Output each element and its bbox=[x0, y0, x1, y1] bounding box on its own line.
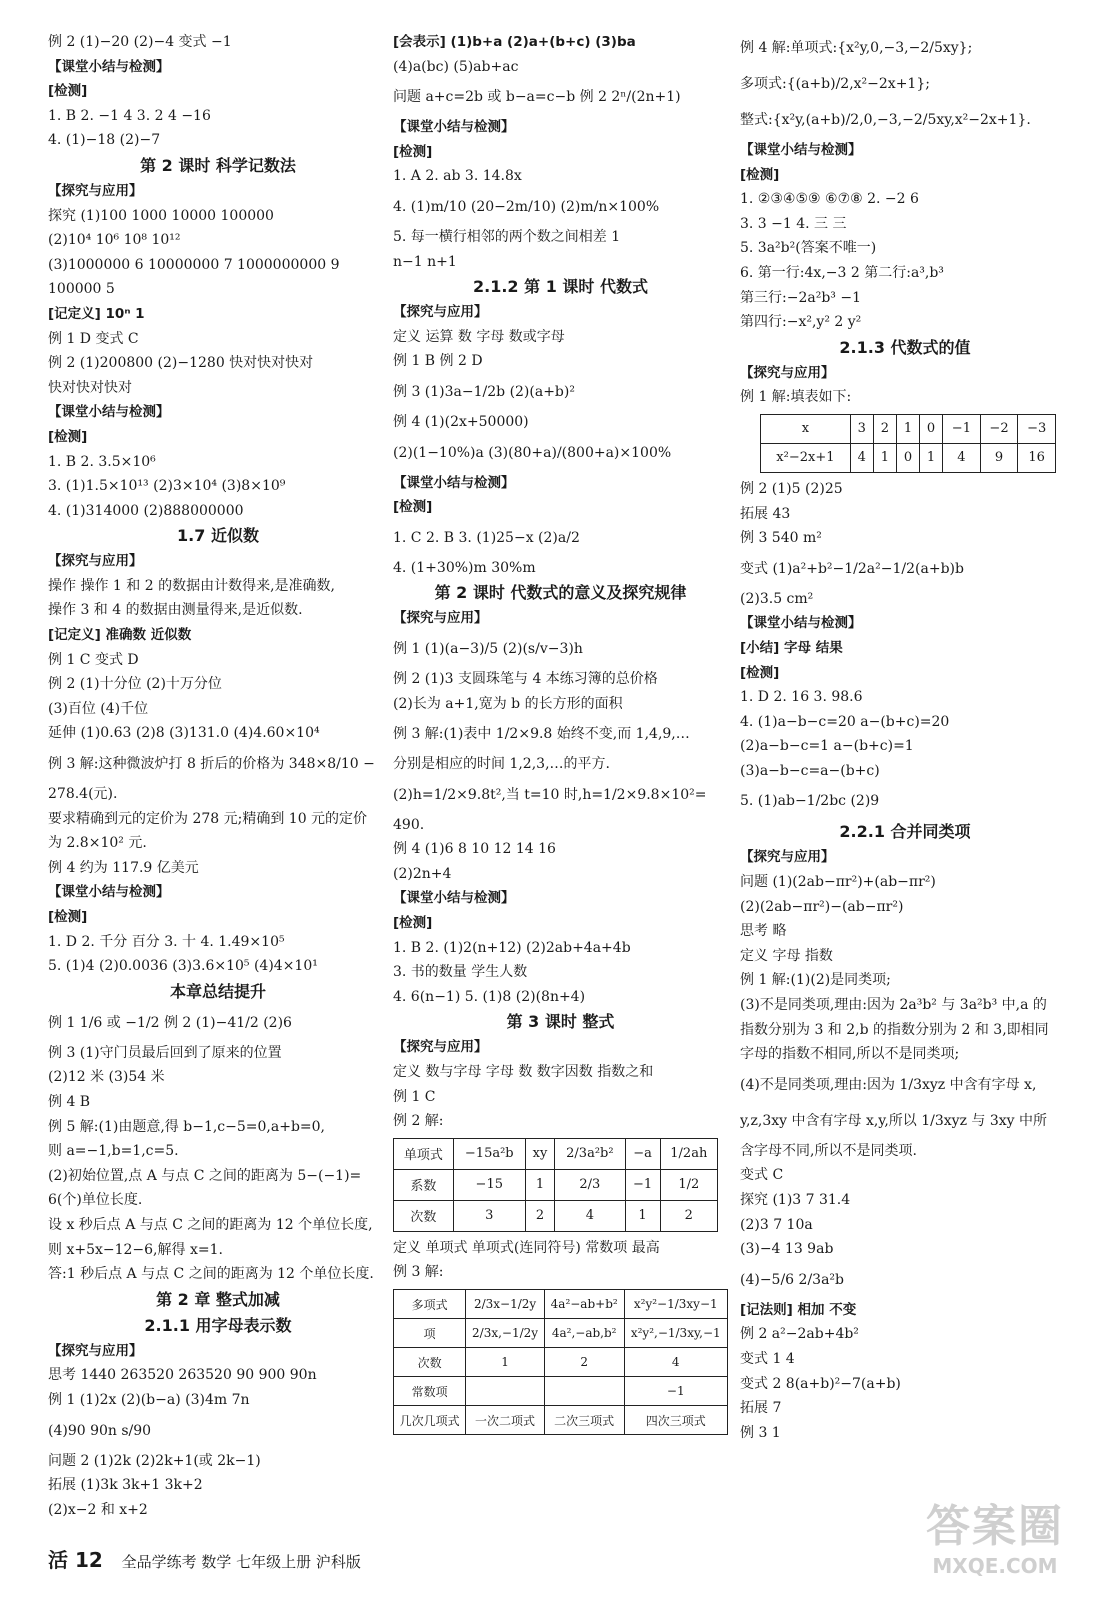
answer-line: 例 1 1/6 或 −1/2 例 2 (1)−41/2 (2)6 bbox=[48, 1014, 292, 1031]
answer-line: (3)−4 13 9ab bbox=[740, 1241, 834, 1258]
section-tag: [检测] bbox=[393, 499, 433, 516]
table-cell: −1 bbox=[943, 414, 981, 443]
answer-line: 例 1 (1)(a−3)/5 (2)(s/v−3)h bbox=[393, 640, 583, 657]
section-tag: [检测] bbox=[393, 143, 433, 160]
section-tag: 【探究与应用】 bbox=[393, 304, 488, 321]
table-row bbox=[394, 1290, 728, 1319]
answer-line: 思考 1440 263520 263520 90 900 90n bbox=[48, 1367, 317, 1384]
row-header-cell: 系数 bbox=[394, 1169, 454, 1200]
answer-line: 问题 2 (1)2k (2)2k+1(或 2k−1) bbox=[48, 1452, 261, 1469]
answer-line: (3)1000000 6 10000000 7 1000000000 9 bbox=[48, 256, 340, 273]
answer-line: 例 1 B 例 2 D bbox=[393, 353, 483, 370]
table-cell bbox=[544, 1377, 624, 1406]
answer-line: (2)x−2 和 x+2 bbox=[48, 1501, 148, 1518]
section-tag: 【探究与应用】 bbox=[740, 364, 835, 381]
answer-line: 操作 3 和 4 的数据由测量得来,是近似数. bbox=[48, 602, 303, 619]
answer-line: 延伸 (1)0.63 (2)8 (3)131.0 (4)4.60×10⁴ bbox=[48, 725, 320, 742]
answer-line: 例 3 (1)3a−1/2b (2)(a+b)² bbox=[393, 383, 575, 400]
answer-line: 5. (1)ab−1/2bc (2)9 bbox=[740, 793, 880, 810]
section-tag: 【探究与应用】 bbox=[393, 1039, 488, 1056]
table-cell: 4 bbox=[555, 1200, 625, 1231]
table-row bbox=[394, 1200, 718, 1231]
answer-line: 问题 a+c=2b 或 b−a=c−b 例 2 2ⁿ/(2n+1) bbox=[393, 89, 681, 106]
answer-line: 例 3 解:(1)表中 1/2×9.8 始终不变,而 1,4,9,… bbox=[393, 726, 690, 743]
table-cell: 0 bbox=[896, 443, 919, 472]
answer-line: (3)百位 (4)千位 bbox=[48, 700, 149, 717]
answer-line: 例 2 解: bbox=[393, 1113, 444, 1130]
answer-line: 5. 每一横行相邻的两个数之间相差 1 bbox=[393, 228, 621, 245]
table-cell: xy bbox=[525, 1138, 555, 1169]
column-3 bbox=[740, 30, 1070, 1445]
section-tag: [检测] bbox=[740, 664, 780, 681]
table-cell: 4 bbox=[850, 443, 873, 472]
answer-line: 例 2 (1)5 (2)25 bbox=[740, 480, 843, 497]
answer-line: 3. 3 −1 4. 三 三 bbox=[740, 215, 847, 232]
answer-line: (2)(1−10%)a (3)(80+a)/(800+a)×100% bbox=[393, 444, 672, 461]
table-cell: 四次三项式 bbox=[624, 1406, 728, 1435]
section-tag: 【课堂小结与检测】 bbox=[48, 884, 170, 901]
answer-line: 快对快对快对 bbox=[48, 379, 132, 396]
answer-line: 拓展 7 bbox=[740, 1400, 782, 1417]
answer-line: 3. (1)1.5×10¹³ (2)3×10⁴ (3)8×10⁹ bbox=[48, 478, 286, 495]
polynomial-table bbox=[393, 1289, 728, 1435]
column-2 bbox=[393, 30, 728, 1439]
answer-line: 例 2 (1)200800 (2)−1280 快对快对快对 bbox=[48, 355, 314, 372]
table-row bbox=[761, 414, 1056, 443]
table-cell: 1 bbox=[466, 1348, 545, 1377]
answer-line: 6. 第一行:4x,−3 2 第二行:a³,b³ bbox=[740, 264, 944, 281]
answer-line: 问题 (1)(2ab−πr²)+(ab−πr²) bbox=[740, 874, 936, 891]
answer-line: (2)h=1/2×9.8t²,当 t=10 时,h=1/2×9.8×10²= bbox=[393, 786, 707, 803]
answer-line: 1. C 2. B 3. (1)25−x (2)a/2 bbox=[393, 529, 580, 546]
answer-line: 例 1 解:(1)(2)是同类项; bbox=[740, 972, 891, 989]
table-cell: 3 bbox=[453, 1200, 525, 1231]
table-cell: 1 bbox=[525, 1169, 555, 1200]
table-cell: 1 bbox=[920, 443, 943, 472]
section-tag: [会表示] (1)b+a (2)a+(b+c) (3)ba bbox=[393, 34, 636, 50]
table-cell: 二次三项式 bbox=[544, 1406, 624, 1435]
answer-line: (4)90 90n s/90 bbox=[48, 1422, 152, 1439]
answer-line: 例 3 1 bbox=[740, 1424, 781, 1441]
answer-line: 思考 略 bbox=[740, 923, 787, 940]
table-cell bbox=[466, 1377, 545, 1406]
answer-line: 拓展 43 bbox=[740, 505, 791, 522]
table-cell: 2 bbox=[660, 1200, 717, 1231]
value-table bbox=[760, 414, 1056, 473]
answer-line: (4)a(bc) (5)ab+ac bbox=[393, 58, 519, 75]
answer-line: 例 4 (1)(2x+50000) bbox=[393, 413, 529, 430]
section-tag: [记定义] 10ⁿ 1 bbox=[48, 305, 145, 322]
answer-line: 要求精确到元的定价为 278 元;精确到 10 元的定价 bbox=[48, 810, 368, 827]
answer-line: 100000 5 bbox=[48, 281, 115, 298]
table-cell: 一次二项式 bbox=[466, 1406, 545, 1435]
section-heading: 2.1.2 第 1 课时 代数式 bbox=[473, 277, 648, 297]
table-cell: 1 bbox=[873, 443, 896, 472]
answer-line: 指数分别为 3 和 2,b 的指数分别为 2 和 3,即相同 bbox=[740, 1021, 1049, 1038]
answer-line: (2)a−b−c=1 a−(b+c)=1 bbox=[740, 738, 914, 755]
table-cell: 1 bbox=[625, 1200, 660, 1231]
section-tag: 【课堂小结与检测】 bbox=[393, 119, 515, 136]
table-row bbox=[394, 1138, 718, 1169]
row-header-cell: x²−2x+1 bbox=[761, 443, 851, 472]
section-tag: 【探究与应用】 bbox=[48, 182, 143, 199]
section-tag: [小结] 字母 结果 bbox=[740, 639, 843, 656]
answer-line: 例 1 D 变式 C bbox=[48, 330, 139, 347]
table-cell: 1 bbox=[896, 414, 919, 443]
section-tag: [检测] bbox=[740, 166, 780, 183]
table-cell: −1 bbox=[625, 1169, 660, 1200]
answer-line: (2)3 7 10a bbox=[740, 1216, 813, 1233]
table-cell: 0 bbox=[920, 414, 943, 443]
answer-line: 例 2 a²−2ab+4b² bbox=[740, 1326, 859, 1343]
watermark-big: 答案圈 bbox=[926, 1501, 1064, 1552]
answer-line: 为 2.8×10² 元. bbox=[48, 835, 147, 852]
table-cell: 4 bbox=[943, 443, 981, 472]
answer-line: 1. D 2. 16 3. 98.6 bbox=[740, 689, 863, 706]
section-tag: [检测] bbox=[48, 83, 88, 100]
section-heading: 第 2 章 整式加减 bbox=[156, 1289, 280, 1309]
section-tag: [检测] bbox=[48, 909, 88, 925]
answer-line: 5. 3a²b²(答案不唯一) bbox=[740, 240, 877, 257]
answer-line: (2)12 米 (3)54 米 bbox=[48, 1069, 165, 1086]
answer-line: 5. (1)4 (2)0.0036 (3)3.6×10⁵ (4)4×10¹ bbox=[48, 958, 318, 975]
table-cell: −1 bbox=[624, 1377, 728, 1406]
section-tag: 【课堂小结与检测】 bbox=[740, 142, 862, 158]
table-cell: −15a²b bbox=[453, 1138, 525, 1169]
answer-line: 字母的指数不相同,所以不是同类项; bbox=[740, 1046, 960, 1063]
row-header-cell: 次数 bbox=[394, 1200, 454, 1231]
section-heading: 本章总结提升 bbox=[169, 981, 266, 1001]
answer-line: 则 a=−1,b=1,c=5. bbox=[48, 1143, 179, 1160]
answer-line: 例 3 解:这种微波炉打 8 折后的价格为 348×8/10 − bbox=[48, 756, 375, 773]
answer-line: 探究 (1)3 7 31.4 bbox=[740, 1192, 851, 1208]
table-cell: 4 bbox=[624, 1348, 728, 1377]
answer-line: (2)长为 a+1,宽为 b 的长方形的面积 bbox=[393, 695, 623, 712]
answer-line: 1. A 2. ab 3. 14.8x bbox=[393, 168, 522, 185]
answer-line: 例 4 B bbox=[48, 1093, 91, 1110]
answer-line: 例 1 解:填表如下: bbox=[740, 389, 852, 406]
table-cell: 2/3x,−1/2y bbox=[466, 1319, 545, 1348]
answer-line: (4)不是同类项,理由:因为 1/3xyz 中含有字母 x, bbox=[740, 1076, 1037, 1093]
table-cell: −15 bbox=[453, 1169, 525, 1200]
answer-line: 则 x+5x−12−6,解得 x=1. bbox=[48, 1241, 223, 1258]
answer-line: 例 3 (1)守门员最后回到了原来的位置 bbox=[48, 1044, 282, 1061]
table-row bbox=[394, 1377, 728, 1406]
answer-line: 例 4 约为 117.9 亿美元 bbox=[48, 859, 199, 876]
table-row bbox=[394, 1348, 728, 1377]
table-cell: −a bbox=[625, 1138, 660, 1169]
answer-line: 1. D 2. 千分 百分 3. 十 4. 1.49×10⁵ bbox=[48, 933, 285, 950]
answer-line: 变式 C bbox=[740, 1167, 784, 1184]
answer-line: (2)3.5 cm² bbox=[740, 590, 814, 607]
section-tag: 【探究与应用】 bbox=[393, 610, 488, 627]
answer-line: 例 1 C bbox=[393, 1088, 436, 1105]
answer-line: 例 5 解:(1)由题意,得 b−1,c−5=0,a+b=0, bbox=[48, 1118, 325, 1135]
answer-line: 定义 数与字母 字母 数 数字因数 指数之和 bbox=[393, 1064, 654, 1081]
answer-line: 例 4 (1)6 8 10 12 14 16 bbox=[393, 841, 556, 858]
answer-line: 4. (1+30%)m 30%m bbox=[393, 559, 536, 576]
table-cell: 9 bbox=[980, 443, 1018, 472]
row-header-cell: 几次几项式 bbox=[394, 1406, 466, 1435]
table-cell: 2 bbox=[873, 414, 896, 443]
answer-line: 整式:{x²y,(a+b)/2,0,−3,−2/5xy,x²−2x+1}. bbox=[740, 112, 1031, 128]
answer-line: 例 1 (1)2x (2)(b−a) (3)4m 7n bbox=[48, 1391, 250, 1408]
section-heading: 第 2 课时 代数式的意义及探究规律 bbox=[434, 583, 687, 603]
table-cell: −3 bbox=[1018, 414, 1056, 443]
row-header-cell: x bbox=[761, 414, 851, 443]
answer-line: 1. B 2. 3.5×10⁶ bbox=[48, 453, 156, 470]
table-row bbox=[394, 1406, 728, 1435]
watermark-logo bbox=[900, 1490, 1090, 1590]
answer-line: 定义 字母 指数 bbox=[740, 947, 833, 964]
answer-line: 4. 6(n−1) 5. (1)8 (2)(8n+4) bbox=[393, 988, 586, 1005]
table-cell: 4a²,−ab,b² bbox=[544, 1319, 624, 1348]
table-row bbox=[761, 443, 1056, 472]
table-cell: 16 bbox=[1018, 443, 1056, 472]
section-tag: 【探究与应用】 bbox=[48, 553, 143, 570]
section-tag: 【课堂小结与检测】 bbox=[48, 404, 170, 421]
row-header-cell: 项 bbox=[394, 1319, 466, 1348]
row-header-cell: 次数 bbox=[394, 1348, 466, 1377]
section-tag: [检测] bbox=[393, 915, 433, 932]
answer-line: (4)−5/6 2/3a²b bbox=[740, 1271, 844, 1288]
answer-line: 例 4 解:单项式:{x²y,0,−3,−2/5xy}; bbox=[740, 40, 973, 56]
section-tag: 【课堂小结与检测】 bbox=[740, 615, 862, 632]
answer-line: 分别是相应的时间 1,2,3,…的平方. bbox=[393, 756, 610, 773]
answer-line: 4. (1)m/10 (20−2m/10) (2)m/n×100% bbox=[393, 198, 660, 215]
answer-line: 例 3 解: bbox=[393, 1264, 444, 1281]
answer-line: 变式 2 8(a+b)²−7(a+b) bbox=[740, 1375, 901, 1392]
answer-line: (2)10⁴ 10⁶ 10⁸ 10¹² bbox=[48, 232, 181, 249]
watermark-url: MXQE.COM bbox=[932, 1554, 1058, 1578]
footer-text: 全品学练考 数学 七年级上册 沪科版 bbox=[121, 1553, 361, 1571]
table-cell: x²y²,−1/3xy,−1 bbox=[624, 1319, 728, 1348]
answer-line: (2)2n+4 bbox=[393, 865, 452, 882]
answer-line: 4. (1)−18 (2)−7 bbox=[48, 132, 161, 149]
section-tag: 【课堂小结与检测】 bbox=[393, 890, 515, 907]
answer-line: 定义 运算 数 字母 数或字母 bbox=[393, 328, 565, 345]
section-tag: 【探究与应用】 bbox=[48, 1342, 143, 1359]
answer-line: 4. (1)a−b−c=20 a−(b+c)=20 bbox=[740, 713, 950, 730]
section-heading: 1.7 近似数 bbox=[177, 526, 259, 546]
table-cell: 4a²−ab+b² bbox=[544, 1290, 624, 1319]
column-1 bbox=[48, 30, 388, 1522]
answer-line: (2)初始位置,点 A 与点 C 之间的距离为 5−(−1)= bbox=[48, 1167, 362, 1184]
answer-line: 变式 1 4 bbox=[740, 1350, 795, 1367]
page-number: 活 12 bbox=[48, 1548, 103, 1572]
answer-line: 探究 (1)100 1000 10000 100000 bbox=[48, 207, 274, 224]
answer-line: 例 2 (1)−20 (2)−4 变式 −1 bbox=[48, 34, 232, 50]
answer-line: 定义 单项式 单项式(连同符号) 常数项 最高 bbox=[393, 1239, 660, 1256]
table-cell: 1/2ah bbox=[660, 1138, 717, 1169]
answer-line: 第三行:−2a²b³ −1 bbox=[740, 289, 861, 306]
answer-line: 操作 操作 1 和 2 的数据由计数得来,是准确数, bbox=[48, 577, 335, 594]
answer-line: 1. ②③④⑤⑨ ⑥⑦⑧ 2. −2 6 bbox=[740, 191, 919, 208]
answer-line: 278.4(元). bbox=[48, 786, 118, 803]
table-cell: 3 bbox=[850, 414, 873, 443]
answer-line: 设 x 秒后点 A 与点 C 之间的距离为 12 个单位长度, bbox=[48, 1216, 373, 1233]
table-cell: −2 bbox=[980, 414, 1018, 443]
answer-line: 6(个)单位长度. bbox=[48, 1192, 143, 1209]
section-heading: 2.1.1 用字母表示数 bbox=[144, 1315, 292, 1335]
table-cell: 2/3 bbox=[555, 1169, 625, 1200]
section-heading: 第 3 课时 整式 bbox=[506, 1012, 615, 1032]
table-cell: 2/3a²b² bbox=[555, 1138, 625, 1169]
answer-line: (3)a−b−c=a−(b+c) bbox=[740, 762, 880, 779]
answer-line: 例 2 (1)3 支圆珠笔与 4 本练习簿的总价格 bbox=[393, 670, 658, 687]
row-header-cell: 单项式 bbox=[394, 1138, 454, 1169]
answer-line: 多项式:{(a+b)/2,x²−2x+1}; bbox=[740, 76, 930, 92]
table-cell: 2/3x−1/2y bbox=[466, 1290, 545, 1319]
answer-line: (3)不是同类项,理由:因为 2a³b² 与 3a²b³ 中,a 的 bbox=[740, 997, 1047, 1014]
table-cell: 1/2 bbox=[660, 1169, 717, 1200]
answer-line: y,z,3xy 中含有字母 x,y,所以 1/3xyz 与 3xy 中所 bbox=[740, 1112, 1048, 1129]
row-header-cell: 常数项 bbox=[394, 1377, 466, 1406]
table-cell: x²y²−1/3xy−1 bbox=[624, 1290, 728, 1319]
section-tag: [记法则] 相加 不变 bbox=[740, 1301, 857, 1318]
answer-line: 变式 (1)a²+b²−1/2a²−1/2(a+b)b bbox=[740, 560, 964, 577]
answer-line: 490. bbox=[393, 816, 425, 833]
answer-line: 例 1 C 变式 D bbox=[48, 651, 139, 668]
answer-line: 含字母不同,所以不是同类项. bbox=[740, 1142, 917, 1159]
answer-line: 3. 书的数量 学生人数 bbox=[393, 964, 528, 981]
table-cell: 2 bbox=[544, 1348, 624, 1377]
section-heading: 2.1.3 代数式的值 bbox=[839, 337, 971, 357]
section-tag: [记定义] 准确数 近似数 bbox=[48, 627, 192, 644]
answer-line: 拓展 (1)3k 3k+1 3k+2 bbox=[48, 1477, 203, 1494]
table-row bbox=[394, 1319, 728, 1348]
section-tag: [检测] bbox=[48, 428, 88, 445]
page-footer bbox=[48, 1544, 361, 1573]
row-header-cell: 多项式 bbox=[394, 1290, 466, 1319]
answer-line: 例 2 (1)十分位 (2)十万分位 bbox=[48, 676, 222, 693]
answer-line: (2)(2ab−πr²)−(ab−πr²) bbox=[740, 898, 904, 915]
table-cell: 2 bbox=[525, 1200, 555, 1231]
answer-line: n−1 n+1 bbox=[393, 253, 457, 270]
section-tag: 【课堂小结与检测】 bbox=[393, 474, 515, 491]
answer-line: 4. (1)314000 (2)888000000 bbox=[48, 502, 244, 519]
answer-line: 1. B 2. −1 4 3. 2 4 −16 bbox=[48, 107, 211, 124]
section-heading: 2.2.1 合并同类项 bbox=[839, 822, 971, 842]
answer-line: 例 3 540 m² bbox=[740, 530, 822, 547]
table-row bbox=[394, 1169, 718, 1200]
answer-line: 1. B 2. (1)2(n+12) (2)2ab+4a+4b bbox=[393, 939, 631, 956]
answer-line: 第四行:−x²,y² 2 y² bbox=[740, 314, 862, 331]
answer-line: 答:1 秒后点 A 与点 C 之间的距离为 12 个单位长度. bbox=[48, 1266, 374, 1283]
section-tag: 【探究与应用】 bbox=[740, 849, 835, 866]
section-tag: 【课堂小结与检测】 bbox=[48, 58, 170, 75]
monomial-table bbox=[393, 1138, 718, 1232]
section-heading: 第 2 课时 科学记数法 bbox=[140, 155, 296, 175]
